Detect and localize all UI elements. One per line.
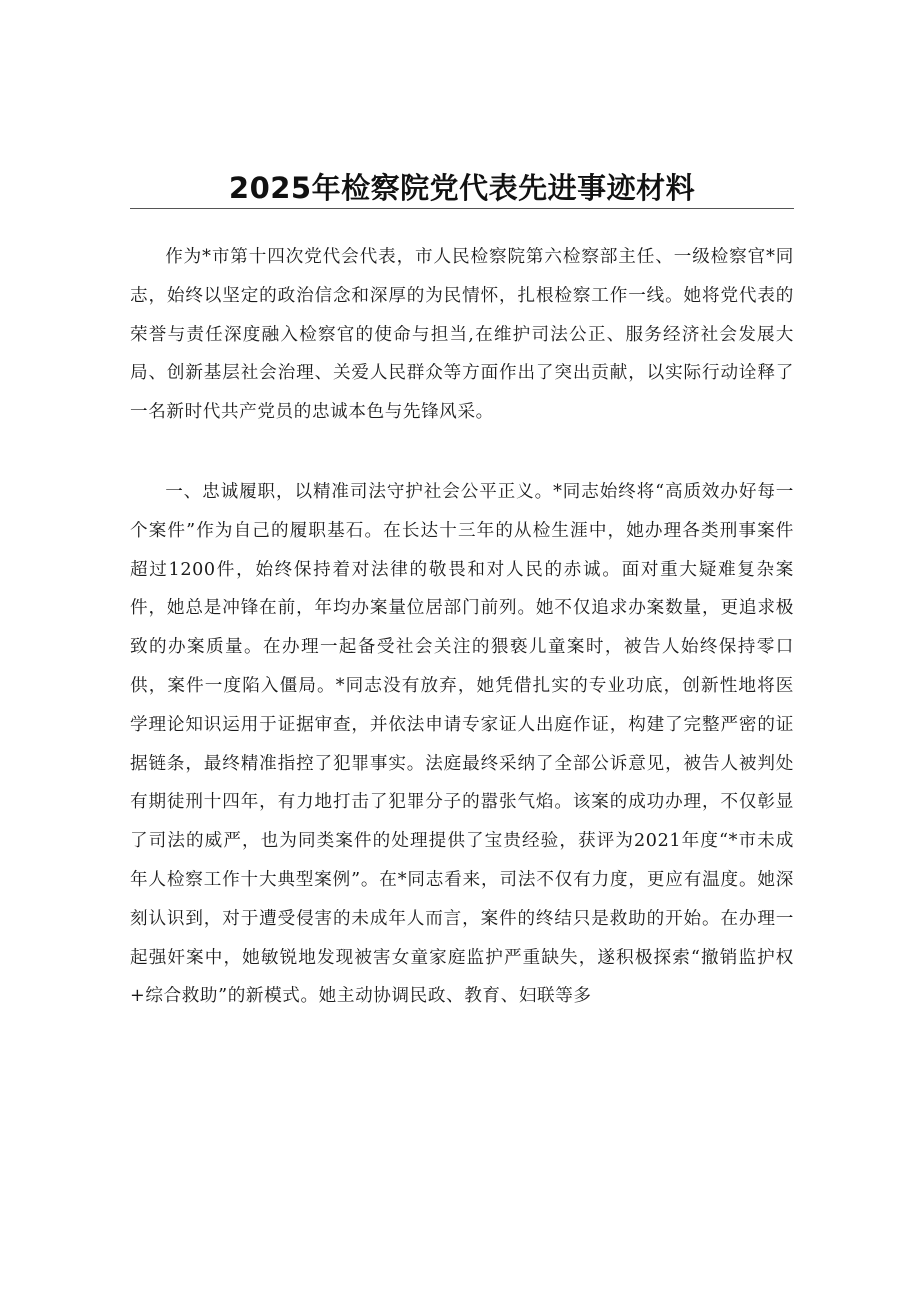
document-title: 2025年检察院党代表先进事迹材料 [228,171,696,205]
intro-paragraph: 作为*市第十四次党代会代表，市人民检察院第六检察部主任、一级检察官*同志，始终以坚定的政治信念和深厚的为民情怀，扎根检察工作一线。她将党代表的荣誉与责任深度融入检察官的使命与担当,在维护司法公正、服务经济社会发展大局、创新基层社会治理、关爱人民群众等方面作出了突出贡献，以实际行动诠释了一名新时代共产党员的忠诚本色与先锋风采。 [130,247,794,423]
title-underline-divider [130,208,794,209]
section-one-paragraph: 一、忠诚履职，以精准司法守护社会公平正义。*同志始终将“高质效办好每一个案件”作为自己的履职基石。在长达十三年的从检生涯中，她办理各类刑事案件超过1200件，始终保持着对法律的敬畏和对人民的赤诚。面对重大疑难复杂案件，她总是冲锋在前，年均办案量位居部门前列。她不仅追求办案数量，更追求极致的办案质量。在办理一起备受社会关注的猥亵儿童案时，被告人始终保持零口供，案件一度陷入僵局。*同志没有放弃，她凭借扎实的专业功底，创新性地将医学理论知识运用于证据审查，并依法申请专家证人出庭作证，构建了完整严密的证据链条，最终精准指控了犯罪事实。法庭最终采纳了全部公诉意见，被告人被判处有期徒刑十四年，有力地打击了犯罪分子的嚣张气焰。该案的成功办理，不仅彰显了司法的威严，也为同类案件的处理提供了宝贵经验，获评为2021年度“*市未成年人检察工作十大典型案例”。在*同志看来，司法不仅有力度，更应有温度。她深刻认识到，对于遭受侵害的未成年人而言，案件的终结只是救助的开始。在办理一起强奸案中，她敏锐地发现被害女童家庭监护严重缺失，遂积极探索“撤销监护权+综合救助”的新模式。她主动协调民政、教育、妇联等多 [130,482,794,1007]
